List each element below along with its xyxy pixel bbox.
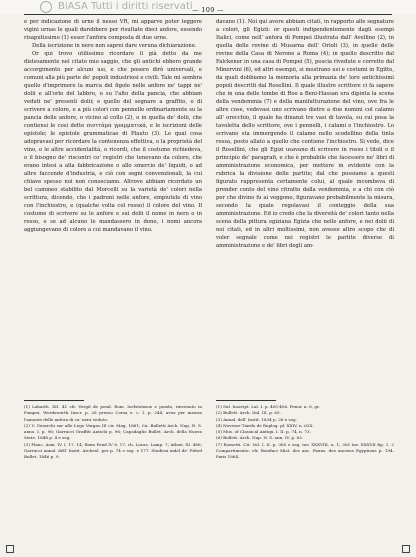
left-column-body [24, 18, 202, 396]
paragraph: e per indicazione di urne il nesso VR, mi apparve poter leggere vigini urnas le quali darebbero per risultato dieci anfore, essendo risaputissimo (1) esser l'anfora composta di due urne. [24, 19, 202, 42]
footnote: (3) Planc. Asin. IV. I. 17. 14; Iliem Pend IV 6. 17, ch. Lucas. Lamp. 7; Athen. XI. 466; Garrucci annal. dell' Instit. Archeol. per p. 74 e seg. e 177. Studiosi mdel de' Pitted Bullet. 1846 p. 9. [24, 441, 202, 460]
left-footnotes [24, 404, 202, 461]
footnote: (1) Sul. Inscript. Lat. I. p. 405-406. Penor. n. 6, gr. [216, 404, 320, 409]
text-columns [24, 18, 394, 461]
right-column-body [216, 18, 394, 396]
header-rule [24, 14, 392, 15]
left-column [24, 18, 202, 461]
footnote: (4) Novesse Tiardo de Roplog. pl. XXIV, n. 62X. [216, 422, 314, 428]
footnote: (7) Rossetti. Cit. Vol. I. II. p. 365 e seg. tav. XXXVIII, n. 1; 305 tav. XXXVII fig. 1, 2 Compartimento: cfr. Bonifaci Mist. des anc. Fauns. des anciens Egyptiens p. 194. Paris 1864. [216, 441, 394, 460]
right-footnotes [216, 404, 394, 461]
page-number: — 109 — [192, 6, 224, 14]
crop-mark-icon [6, 545, 14, 553]
footnote: (5) Mus. of Classical Antiqu. I. II. p. 74, n. 73. [216, 429, 311, 435]
paragraph: Della iscrizione in nero non saprei dare veruna dichiarazione. [32, 43, 197, 50]
paragraph: Or qui trovo utilissimo ricordare il già detto da me distesamente nel citato mio saggio, che gli antichi ebbero grande accorgimento per alcuni usi, e che posero dirò universali, e comuni alla più parte de' popoli industriosi e civili. Tale mi sembra quello d'imprimere la marca del figolo nelle anfore ne' tappi ne' dolii e all'orlo del labbro, o su l'alto della pancia, che abbiam veduti ne' presenti dolii; e quello del segnare a graffito, o di scrivere a colore, e a più colori con pennello ordinariamente su la pancia delle anfore, o vicino al collo (2), o in quella de' dolii, che contiensi le cosi dette πινττάμα γραμματικά, e le iscrizioni delle epistole; le epistole grammaticae di Plauto (3). Le qual cosa adopravasi per ricordare la contenenza effettiva, o la proprietà del vino, o le altre accidentalità, o ricordi, che il costume richiedeva, o il bisogno de' riscontri co' registri che tenevano da coloro, che erano intesi a alla fabbricazione o allo smercio de' liquidi, o ad altre faccende d'industria, e ciò con segni convenzionali, la cui chiave spesso noi non conosciamo. Altrove abbiam ricordato un bel cammeo stabilito dal Morcelli su la varietà de' colori nella scrittura, dicendo, che i padroni nelle anfore, empiutele di vino con l'inchiostro, e (qualche volta col rosso) il colore del vino. Il costume di scrivere su le anfore e sui dolii il nome in nero o in rosso, e se ad alcuno le mandassero in dono, i nomi ancora aggiungevano di colore a cui mandavano il vino. [24, 51, 202, 234]
crop-mark-icon [402, 545, 410, 553]
footnote: (2) Bullett. Arch. Ital. III. p. 65. [216, 410, 281, 416]
right-column [216, 18, 394, 461]
footnote-separator [216, 400, 276, 401]
footnote: (3) Annal. dell' Instit. 1834 p. 26 e seg. [216, 416, 297, 422]
page-footer [0, 545, 416, 555]
footnote: (6) Bullett. Arch. Nap. N. S. ann. IV. p. 83. [216, 435, 304, 441]
watermark-text: BiASA Tutti i diritti riservati [58, 1, 193, 12]
footnote-separator [24, 400, 84, 401]
footnote: (1) Labarth. XII. 41 cfr. Vergil de pond. Rom. Ioelsteinsoe e pondo, rinvenuto in Pompei, Wordsworth Inscr. p. 26 presso Corsa e. c. I. p. 244, avea per misura l'amonte delle anfora di cu' nera veduto. [24, 404, 202, 422]
footnote: (2) V. Gerarchi sur alle Lego Vargas III cir. Mag. 1861; Ca. Bulletti Arch. Nap. N. S. anno. I. p. 96; Garrucci Graffiti Antichi p. 96; Capodaglio Bullet. Arch. della Nuova Serie. 1848 p. 4 e seg. [24, 422, 202, 441]
paragraph: davano (1). Noi qui avere abbiam citati, in rapporto alle segnature a colori, gli Egizii: or questi indipendentemente dagli esempi Italici, come nell' anfora di Pompei illustrata dall' Avellino (2), in quella delle rovine di Musarna dell' Orioli (3), in quelle delle rovine della Casa di Nerone a Roma (4); in quello descritto dal Falckener in una casa di Pompei (5), poscia rivedute e corrette dal Minervini (6), ed altri esempii, si mostrano usi e costumi in Egitto, da quali dobbiamo la memoria alla primazia de' loro antichissimi popoli descritti dal Rosellini. Il quale illustre scrittore ci fa sapere che in una delle tombe di Roo a Beni-Hassan era dipinta la scena della vendemmia (7) e della manifatturazione del vino, ove fra le altre cose, vedevasi uno scrivano dietro a due nomini col calamo all' orecchio, il quale ha dinanzi tre vasi di tavola, su cui posa la tavoletta dello scrittore, ove i pennelli, i calami e l'inchiostro. Lo scrivano sta immergendo il calamo nello scodellino della tinta rossa, posto allato a quello che contiene l'inchiostro. Si vede, dice il Rosellini, che gli Egizi usavano di scrivere in rosso i titoli o il principio de' paragrafi, e che è probabile che facessero ne' libri di amministrazione economica, per mettere in evidente con la rubrica la divisione delle partite; dal che possiamo a questi figurato rappresenta certamente colui, al quale incombeva di prender conto del vino ritratto dalla vendemmia, e a chi con ciò per che divino fu ai veggono, figuravano probabilmente la misura, secondo la quale regolavasi il conteggio della sua amministrazione. Ed io credo che la diversità de' colori tanto nella scena della pittura egiziana Egizia che nelle anfore, e nei dolii di noi citati, ed in altri moltissimi, non avesse altro scopo che di voler segnale come nei registri le partite diverse di amministrazione e de' libri degli am- [216, 19, 394, 250]
